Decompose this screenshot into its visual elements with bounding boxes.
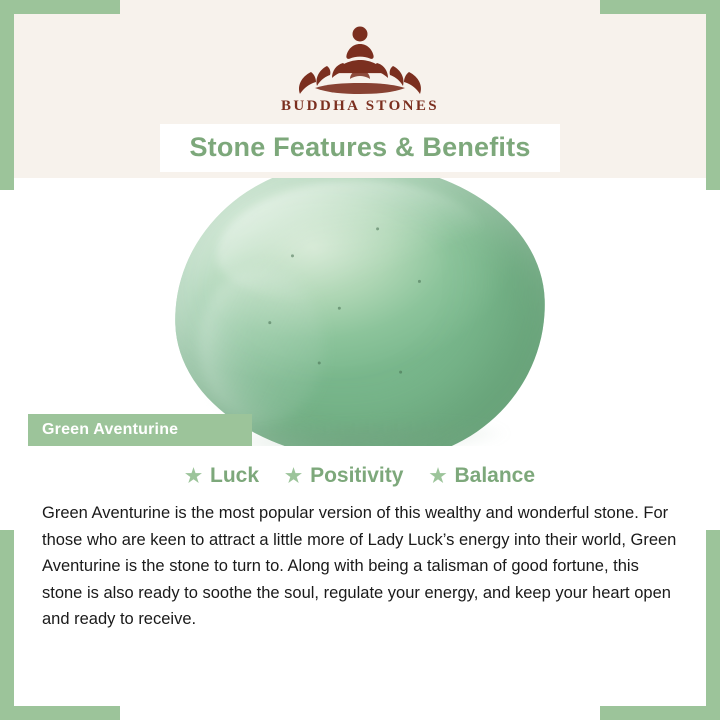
lotus-meditation-icon (275, 18, 445, 94)
stone-speck (376, 227, 379, 230)
hero-image (14, 178, 706, 446)
description-text: Green Aventurine is the most popular version of this wealthy and wonderful stone. For those who are keen to attract a little more of Lady Luck’s energy into their world, Green Aventurine is the stone to turn to. Along with being a talisman of good fortune, this stone is also ready to soothe the soul, regulate your energy, and keep your heart open and ready to receive. (42, 504, 677, 628)
stone-speck (399, 371, 402, 374)
stone-speck (268, 321, 271, 324)
benefit-item-positivity (285, 464, 403, 488)
stone-speck (317, 361, 320, 364)
frame-corner-top-right-horizontal (600, 0, 720, 14)
benefits-list (42, 464, 678, 488)
star-icon: ★ (184, 465, 202, 487)
benefit-item-luck (185, 464, 259, 488)
frame-corner-top-left-vertical (0, 0, 14, 190)
benefit-label: Balance (454, 464, 536, 487)
frame-corner-top-right-vertical (706, 0, 720, 190)
frame-corner-bottom-right-vertical (706, 530, 720, 720)
star-icon: ★ (285, 465, 303, 487)
brand-name: BUDDHA STONES (280, 98, 440, 114)
star-icon: ★ (429, 465, 447, 487)
stone-caption-label: Green Aventurine (42, 421, 179, 438)
header-banner (14, 0, 706, 178)
benefit-label: Positivity (310, 464, 404, 487)
frame-corner-top-left-horizontal (0, 0, 120, 14)
benefit-label: Luck (210, 464, 260, 487)
stone-caption (28, 414, 252, 446)
content-section (14, 446, 706, 633)
title-band (160, 124, 560, 172)
bottom-spacer (0, 633, 720, 689)
benefit-item-balance (429, 464, 535, 488)
brand-logo (14, 18, 706, 115)
frame-corner-bottom-left-horizontal (0, 706, 120, 720)
frame-corner-bottom-left-vertical (0, 530, 14, 720)
frame-corner-bottom-right-horizontal (600, 706, 720, 720)
page-title: Stone Features & Benefits (189, 132, 531, 162)
stone-speck (338, 307, 341, 310)
green-aventurine-stone-image (170, 178, 550, 446)
